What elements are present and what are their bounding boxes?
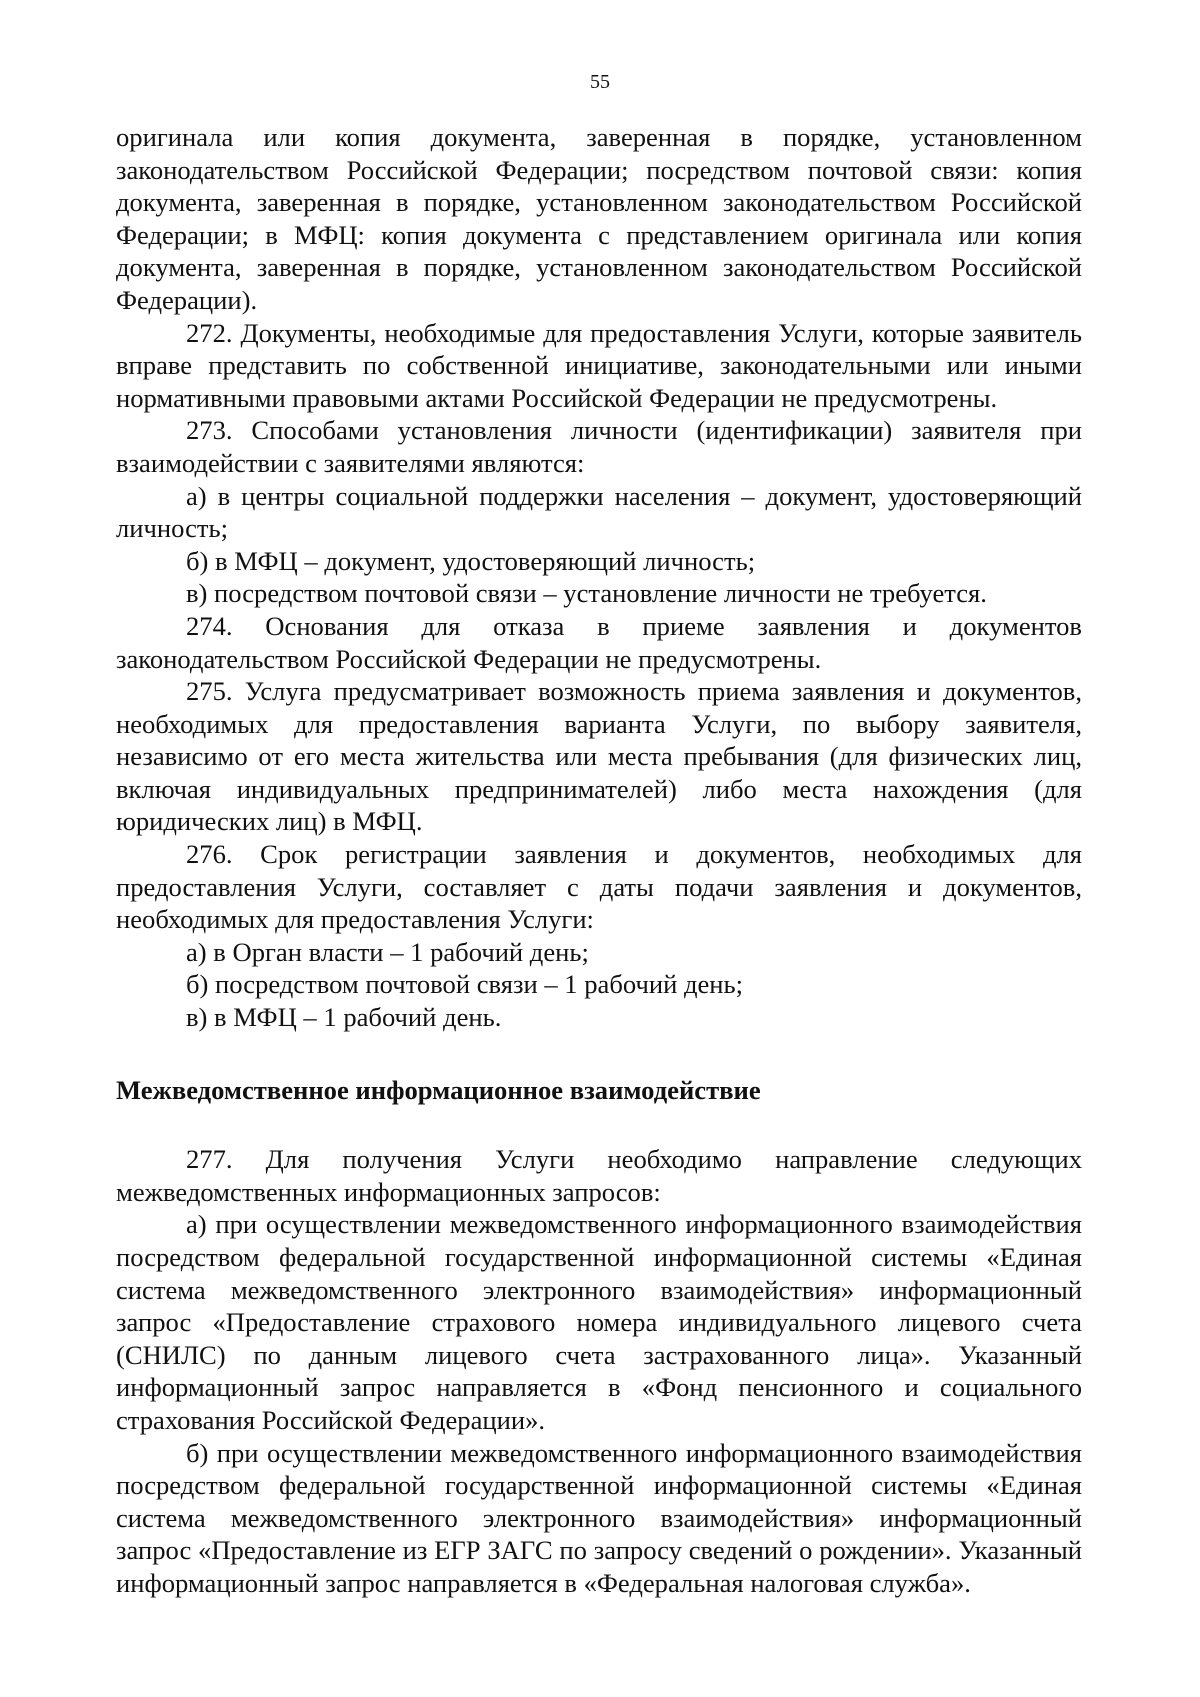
list-item-276-c: в) в МФЦ – 1 рабочий день. [186, 1002, 502, 1033]
paragraph-275: 275. Услуга предусматривает возможность приема заявления и документов, необходимых для предоставления варианта Услуги, по выбору заявителя, независимо от его места жительства или места пребывания (для физических лиц, включая индивидуальных предпринимателей) либо места нахождения (для юридических лиц) в МФЦ. [116, 676, 1082, 837]
page-number: 55 [590, 71, 610, 93]
list-item-276-a: а) в Орган власти – 1 рабочий день; [186, 936, 589, 967]
list-item-277-a: а) при осуществлении межведомственного информационного взаимодействия посредством федеральной государственной информационной системы «Единая система межведомственного электронного взаимодействия» информационный запрос «Предоставление страхового номера индивидуального лицевого счета (СНИЛС) по данным лицевого счета застрахованного лица». Указанный информационный запрос направляется в «Фонд пенсионного и социального страхования Российской Федерации». [116, 1209, 1082, 1435]
list-item-277-b: б) при осуществлении межведомственного информационного взаимодействия посредством федеральной государственной информационной системы «Единая система межведомственного электронного взаимодействия» информационный запрос «Предоставление из ЕГР ЗАГС по запросу сведений о рождении». Указанный информационный запрос направляется в «Федеральная налоговая служба». [116, 1437, 1082, 1598]
paragraph-272: 272. Документы, необходимые для предоставления Услуги, которые заявитель вправе представить по собственной инициативе, законодательными или иными нормативными правовыми актами Российской Федерации не предусмотрены. [116, 317, 1082, 413]
document-body [116, 121, 1082, 1600]
list-item-273-c: в) посредством почтовой связи – установление личности не требуется. [186, 578, 987, 609]
paragraph-273: 273. Способами установления личности (идентификации) заявителя при взаимодействии с заявителями являются: [116, 415, 1082, 478]
paragraph-continuation: оригинала или копия документа, заверенная в порядке, установленном законодательством Российской Федерации; посредством почтовой связи: копия документа, заверенная в порядке, установленном законодательством Российской Федерации; в МФЦ: копия документа с представлением оригинала или копия документа, заверенная в порядке, установленном законодательством Российской Федерации). [116, 122, 1082, 315]
list-item-273-a: а) в центры социальной поддержки населения – документ, удостоверяющий личность; [116, 480, 1082, 544]
section-heading: Межведомственное информационное взаимодействие [116, 1074, 761, 1105]
paragraph-277: 277. Для получения Услуги необходимо направление следующих межведомственных информационных запросов: [116, 1144, 1082, 1207]
list-item-276-b: б) посредством почтовой связи – 1 рабочий день; [186, 969, 744, 1000]
list-item-273-b: б) в МФЦ – документ, удостоверяющий личность; [186, 545, 756, 576]
paragraph-274: 274. Основания для отказа в приеме заявления и документов законодательством Российской Федерации не предусмотрены. [116, 610, 1082, 674]
paragraph-276: 276. Срок регистрации заявления и документов, необходимых для предоставления Услуги, составляет с даты подачи заявления и документов, необходимых для предоставления Услуги: [116, 839, 1082, 935]
